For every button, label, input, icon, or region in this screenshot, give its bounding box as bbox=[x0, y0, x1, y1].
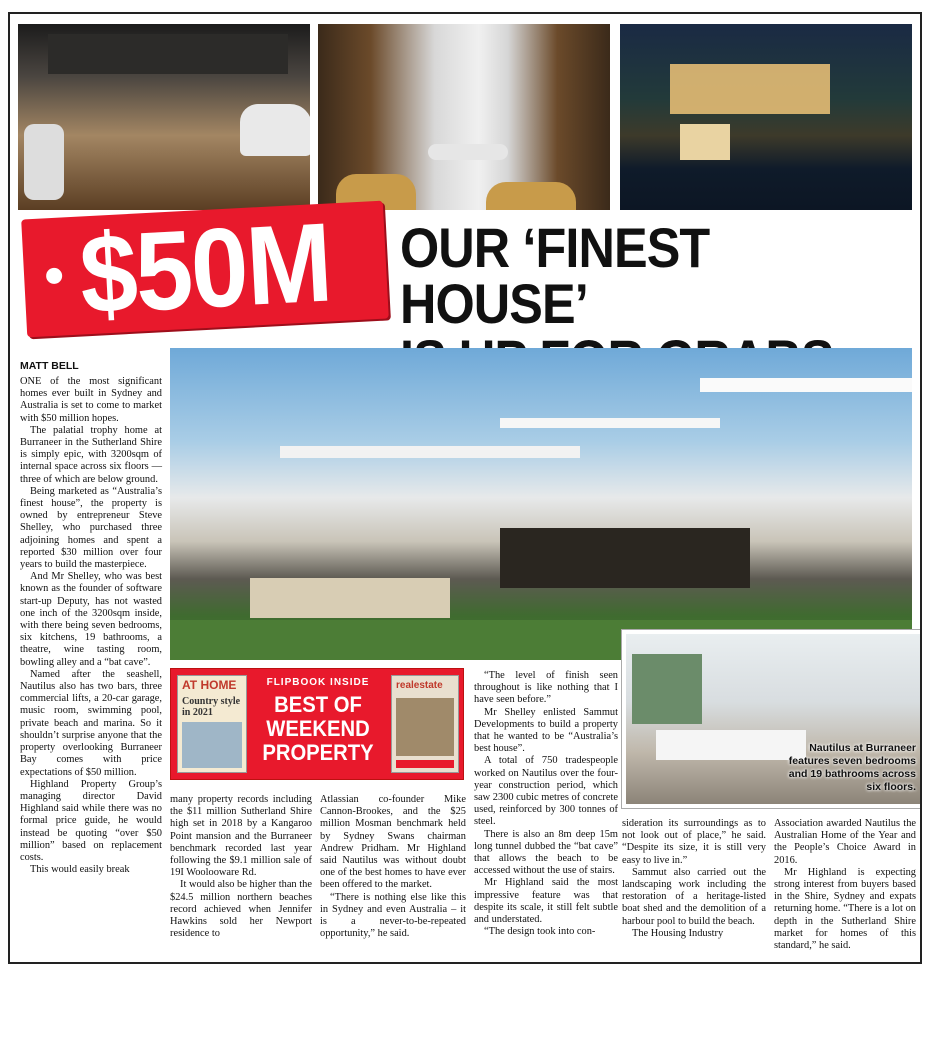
paragraph: Association awarded Nautilus the Australian Home of the Year and the People’s Choice Award in 2016. bbox=[774, 818, 916, 866]
paragraph: “The level of finish seen throughout is like nothing that I have seen before.” bbox=[474, 670, 618, 706]
night-exterior-photo bbox=[620, 24, 912, 210]
realestate-magazine-cover bbox=[391, 675, 459, 773]
paragraph: And Mr Shelley, who was best known as the founder of software start-up Deputy, has not wasted one inch of the 3200sqm inside, with there being seven bedrooms, six kitchens, 19 bathrooms, a theatre, wine tasting room, bowling alley and a “bat cave”. bbox=[20, 571, 162, 668]
byline: MATT BELL bbox=[20, 360, 79, 372]
paragraph: “There is nothing else like this in Sydney and even Australia – it is a never-to-be-repeated opportunity,” he said. bbox=[320, 891, 466, 940]
paragraph: The Housing Industry bbox=[632, 927, 724, 939]
price-tag bbox=[21, 201, 389, 338]
paragraph: Highland Property Group’s managing director David Highland said while there was no formal price guide, he would instead be quoting “over $50 million” based on replacement costs. bbox=[20, 778, 162, 863]
interior-inset-photo bbox=[622, 630, 922, 808]
article-column-6 bbox=[774, 818, 916, 952]
paragraph: There is also an 8m deep 15m long tunnel dubbed the “bat cave” that allows the beach to be accessed without the use of stairs. bbox=[474, 828, 618, 877]
paragraph: Mr Shelley enlisted Sammut Developments to build a property that he wanted to be “Australia’s best house”. bbox=[474, 706, 618, 755]
realestate-logo: realestate bbox=[396, 680, 443, 691]
article-column-1 bbox=[20, 376, 162, 958]
article-column-3 bbox=[320, 794, 466, 940]
mag-subtitle: Country style in 2021 bbox=[182, 696, 241, 718]
paragraph: Sammut also carried out the landscaping work including the restoration of a heritage-listed boat shed and the demolition of a harbour pool to build the beach. bbox=[622, 866, 766, 927]
paragraph: sideration its surroundings as to not look out of place,” he said. “Despite its size, it is still very easy to live in.” bbox=[622, 818, 766, 866]
paragraph: It would also be higher than the $24.5 million northern beaches record achieved when Jennifer Hawkins sold her Newport residence to bbox=[170, 879, 312, 940]
paragraph: Mr Highland is expecting strong interest from buyers based in the Shire, Sydney and expats returning home. “There is a lot on depth in the Sutherland Shire market for homes of this standard,” he said. bbox=[774, 866, 916, 952]
paragraph: A total of 750 tradespeople worked on Nautilus over the four-year construction period, which saw 2300 cubic metres of concrete used, reinforced by 300 tonnes of steel. bbox=[474, 755, 618, 828]
garage-photo bbox=[18, 24, 310, 210]
paragraph: ONE of the most significant homes ever built in Sydney and Australia is set to come to market with $50 million hopes. bbox=[20, 376, 162, 424]
headline-line1: OUR ‘FINEST HOUSE’ bbox=[400, 216, 710, 335]
tag-hole-icon bbox=[46, 267, 63, 284]
flipbook-promo[interactable] bbox=[170, 668, 464, 780]
article-column-4 bbox=[474, 670, 618, 938]
paragraph: Named after the seashell, Nautilus also has two bars, three commercial lifts, a 20-car garage, music room, swimming pool, private beach and marina. So it shouldn’t surprise anyone that the property overlooking Burraneer Bay comes with price expectations of $50 million. bbox=[20, 668, 162, 778]
article-page bbox=[8, 12, 922, 964]
main-house-photo bbox=[170, 348, 912, 660]
paragraph: “The design took into con- bbox=[484, 926, 596, 938]
article-column-2 bbox=[170, 794, 312, 940]
headline-price: $50M bbox=[76, 199, 334, 338]
paragraph: Atlassian co-founder Mike Cannon-Brookes, and the $25 million Mosman benchmark held by Sydney Swans chairman Andrew Pridham. Mr Highland said Nautilus was without doubt one of the best homes to have ever been offered to the market. bbox=[320, 794, 466, 891]
flipbook-label: FLIPBOOK INSIDE bbox=[266, 677, 370, 688]
best-of-label: BEST OF WEEKEND PROPERTY bbox=[262, 692, 374, 765]
paragraph: Being marketed as “Australia’s finest house”, the property is owned by entrepreneur Steve Shelley, who purchased three adjoining homes and spent a reported $30 million over four years to build the masterpiece. bbox=[20, 485, 162, 571]
paragraph: The palatial trophy home at Burraneer in the Sutherland Shire is simply epic, with 3200sqm of internal space across six floors — three of which are below ground. bbox=[20, 424, 162, 485]
paragraph: This would easily break bbox=[30, 864, 130, 876]
at-home-magazine-cover bbox=[177, 675, 247, 773]
paragraph: Mr Highland said the most impressive feature was that despite its scale, it still felt subtle and understated. bbox=[474, 877, 618, 926]
mag-title: AT HOME bbox=[182, 678, 237, 692]
article-column-5 bbox=[622, 818, 766, 940]
photo-caption: Nautilus at Burraneer features seven bedrooms and 19 bathrooms across six floors. bbox=[788, 742, 916, 793]
wine-room-photo bbox=[318, 24, 610, 210]
paragraph: many property records including the $11 million Sutherland Shire high set in 2018 by a Kangaroo Point mansion and the Burraneer benchmark recorded last year following the $9.1 million sale of 19I Woolooware Rd. bbox=[170, 794, 312, 879]
